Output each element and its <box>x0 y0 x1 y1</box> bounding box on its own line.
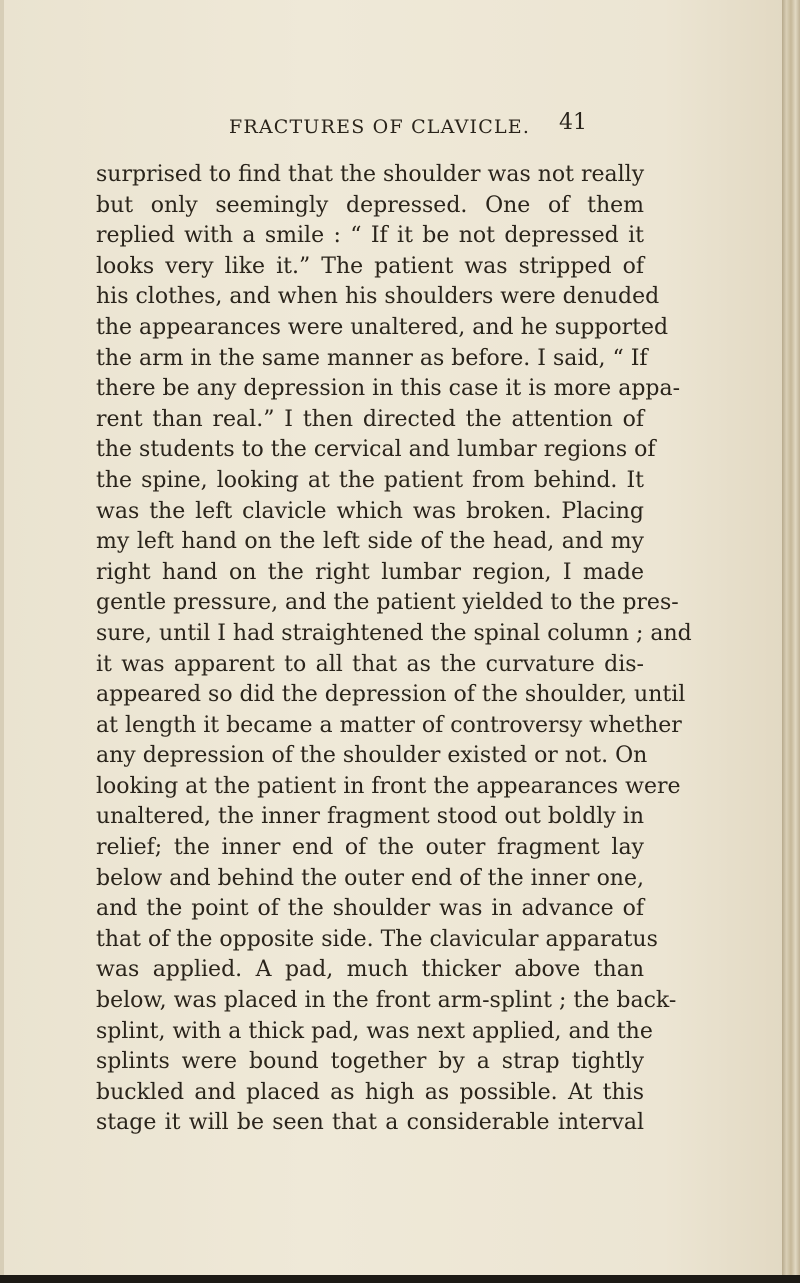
text-line: replied with a smile : “ If it be not depressed it <box>96 223 644 249</box>
text-line: that of the opposite side. The clavicular apparatus <box>96 926 658 952</box>
text-line: buckled and placed as high as possible. At this <box>96 1079 644 1105</box>
text-line: at length it became a matter of controversy whether <box>96 712 682 738</box>
text-line: stage it will be seen that a considerable interval <box>96 1110 644 1136</box>
text-line: looking at the patient in front the appearances were <box>96 773 681 799</box>
page-fore-edge <box>782 0 800 1283</box>
text-line: below, was placed in the front arm-splint ; the back- <box>96 988 677 1014</box>
text-line: right hand on the right lumbar region, I made <box>96 559 644 585</box>
text-line: gentle pressure, and the patient yielded to the pres- <box>96 590 679 616</box>
scan-bottom-border <box>0 1275 800 1283</box>
text-line: was applied. A pad, much thicker above than <box>96 957 644 983</box>
text-line: relief; the inner end of the outer fragment lay <box>96 835 644 861</box>
text-line: his clothes, and when his shoulders were denuded <box>96 284 660 310</box>
text-line: surprised to find that the shoulder was not really <box>96 162 645 187</box>
text-line: any depression of the shoulder existed or not. On <box>96 743 648 769</box>
text-line: below and behind the outer end of the inner one, <box>96 865 644 891</box>
text-line: my left hand on the left side of the head, and my <box>96 529 644 555</box>
text-line: appeared so did the depression of the shoulder, until <box>96 682 686 708</box>
text-line: rent than real.” I then directed the attention of <box>96 406 644 432</box>
text-line: and the point of the shoulder was in advance of <box>96 896 644 922</box>
text-line: splints were bound together by a strap tightly <box>96 1049 644 1075</box>
text-line: the appearances were unaltered, and he supported <box>96 314 669 340</box>
text-line: splint, with a thick pad, was next applied, and the <box>96 1018 653 1044</box>
text-line: it was apparent to all that as the curvature dis- <box>96 651 644 677</box>
text-line: looks very like it.” The patient was stripped of <box>96 253 644 279</box>
page-number: 41 <box>559 110 587 135</box>
text-line: but only seemingly depressed. One of them <box>96 192 644 218</box>
text-line: sure, until I had straightened the spinal column ; and <box>96 620 692 646</box>
body-text <box>96 160 692 1139</box>
text-line: the arm in the same manner as before. I said, “ If <box>96 345 648 371</box>
text-line: the students to the cervical and lumbar regions of <box>96 437 656 463</box>
text-line: the spine, looking at the patient from behind. It <box>96 467 644 493</box>
text-line: unaltered, the inner fragment stood out boldly in <box>96 804 644 830</box>
text-line: there be any depression in this case it is more appa- <box>96 376 681 402</box>
page-left-edge <box>0 0 4 1283</box>
text-line: was the left clavicle which was broken. Placing <box>96 498 644 524</box>
running-head: FRACTURES OF CLAVICLE. <box>229 116 531 138</box>
